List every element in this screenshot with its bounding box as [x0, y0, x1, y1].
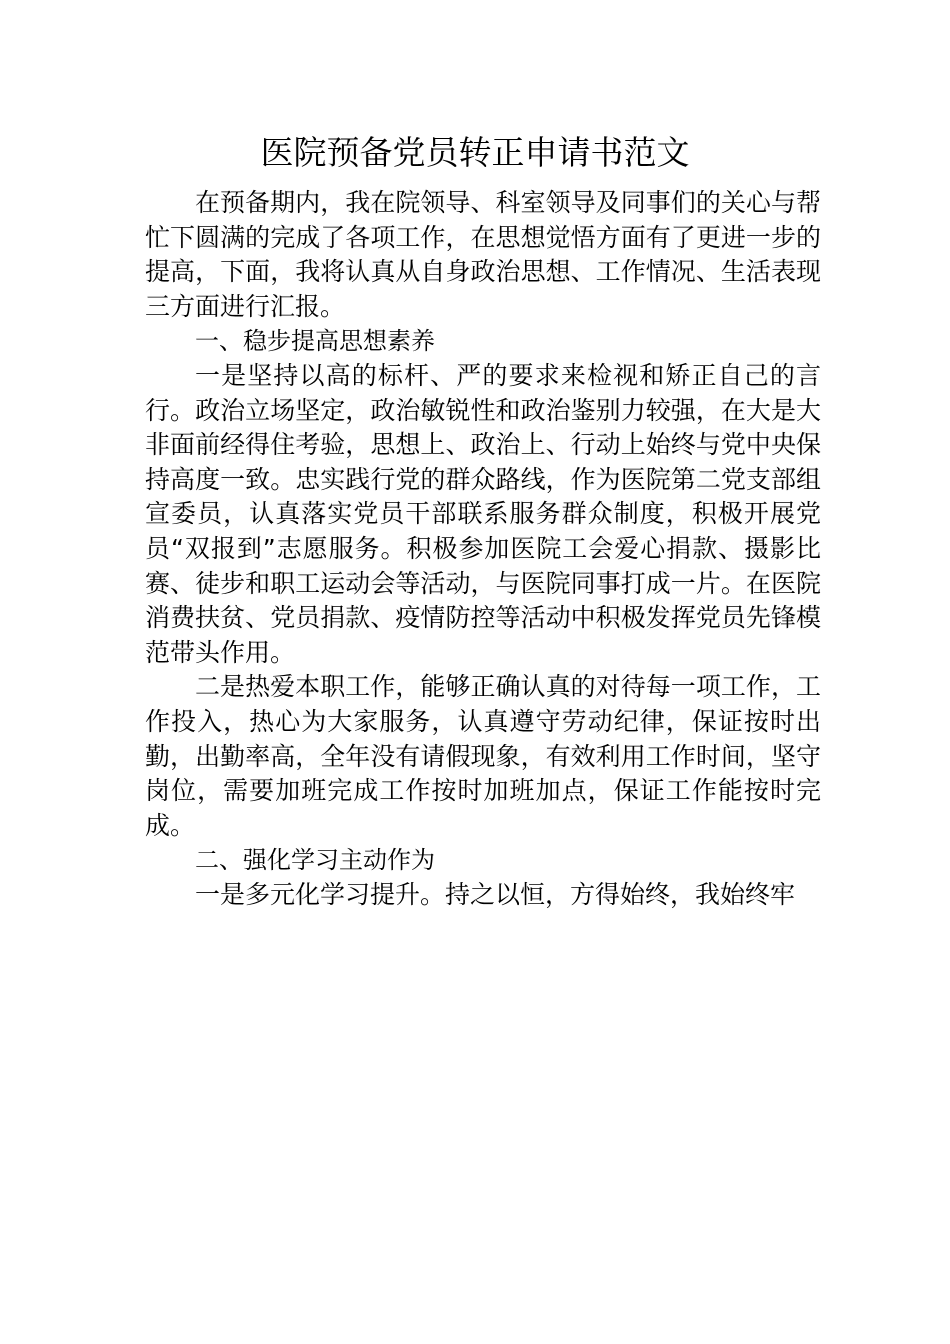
- document-title: 医院预备党员转正申请书范文: [260, 133, 690, 172]
- section-heading-1: 一、稳步提高思想素养: [195, 327, 435, 356]
- paragraph-work: 二是热爱本职工作，能够正确认真的对待每一项工作，工作投入，热心为大家服务，认真遵守劳动纪律，保证按时出勤，出勤率高，全年没有请假现象，有效利用工作时间，坚守岗位，需要加班完成工作按时加班加点，保证工作能按时完成。: [145, 672, 821, 840]
- paragraph-political: 一是坚持以高的标杆、严的要求来检视和矫正自己的言行。政治立场坚定，政治敏锐性和政治鉴别力较强，在大是大非面前经得住考验，思想上、政治上、行动上始终与党中央保持高度一致。忠实践行党的群众路线，作为医院第二党支部组宣委员，认真落实党员干部联系服务群众制度，积极开展党员“双报到”志愿服务。积极参加医院工会爱心捐款、摄影比赛、徒步和职工运动会等活动，与医院同事打成一片。在医院消费扶贫、党员捐款、疫情防控等活动中积极发挥党员先锋模范带头作用。: [145, 360, 821, 667]
- section-heading-2: 二、强化学习主动作为: [195, 846, 435, 875]
- paragraph-intro: 在预备期内，我在院领导、科室领导及同事们的关心与帮忙下圆满的完成了各项工作，在思想觉悟方面有了更进一步的提高，下面，我将认真从自身政治思想、工作情况、生活表现三方面进行汇报。: [145, 188, 821, 321]
- document-body: [145, 186, 821, 912]
- paragraph-study: 一是多元化学习提升。持之以恒，方得始终，我始终牢: [195, 879, 796, 909]
